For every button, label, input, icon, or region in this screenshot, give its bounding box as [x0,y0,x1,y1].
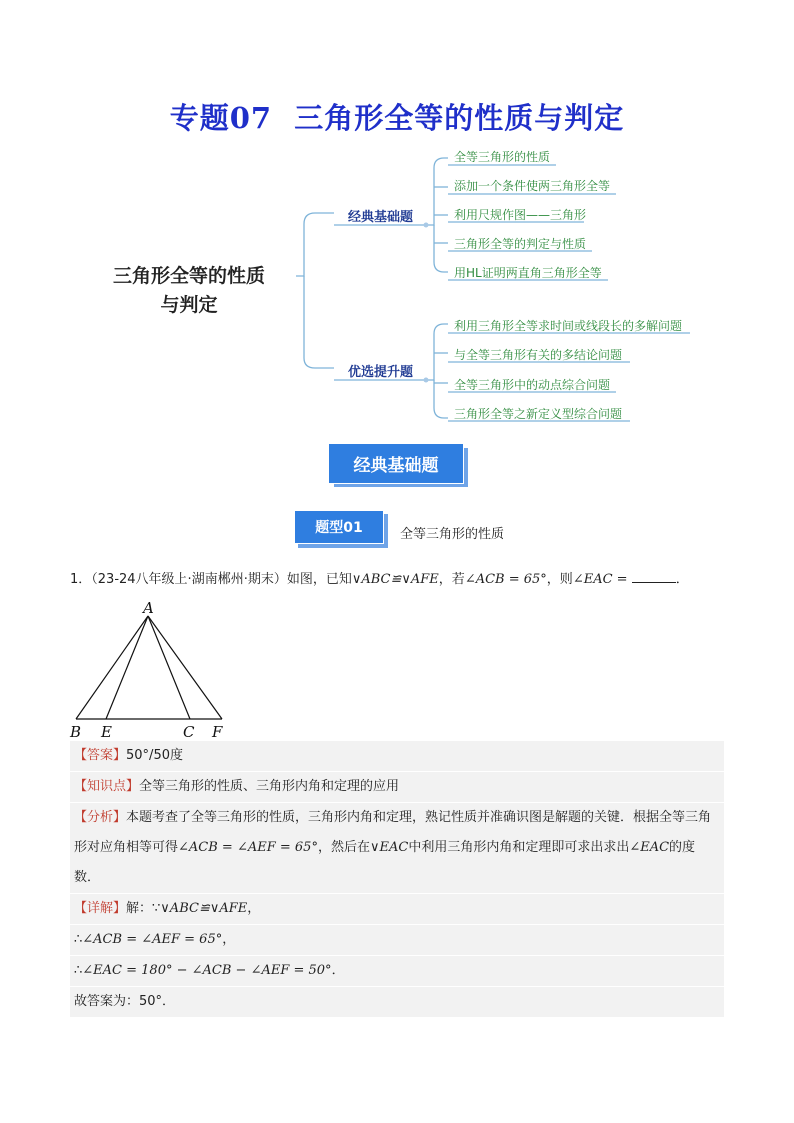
question-math: ∠ACB = 65° [464,572,547,587]
mindmap-branch-basic: 经典基础题 [348,210,414,225]
answer-text: 50°/50度 [126,748,183,763]
step-prefix: ∴ [74,963,83,978]
analysis-math: ∠EAC [629,840,670,855]
knowledge-tag: 【知识点】 [74,779,140,794]
final-row [70,987,724,1018]
segment-AF [148,616,222,719]
branch2-stem [426,324,448,380]
banner-label: 经典基础题 [328,443,464,484]
question-text: ． [675,572,689,587]
analysis-tag: 【分析】 [74,810,127,825]
step-suffix: ， [222,932,236,947]
step-row [70,956,724,987]
mindmap-leaf: 全等三角形的性质 [454,150,551,164]
triangle-figure [62,596,242,742]
analysis-math: ∨EAC [369,840,409,855]
mindmap-leaf: 添加一个条件使两三角形全等 [454,179,611,193]
question-type-title: 全等三角形的性质 [400,527,505,542]
question-math: ∨ABC≌∨AFE [351,572,439,587]
detail-text: ， [247,901,261,916]
question-number: 1． [70,572,92,587]
answer-tag: 【答案】 [74,748,127,763]
analysis-text: 中利用三角形内角和定理即可求出求出 [408,840,630,855]
step-math: ∠ACB = ∠AEF = 65° [82,932,223,947]
knowledge-text: 全等三角形的性质、三角形内角和定理的应用 [139,779,400,794]
label-A: A [143,599,154,617]
label-E: E [101,723,112,741]
question-text: 如图，已知 [286,572,352,587]
answer-blank[interactable] [632,570,676,583]
analysis-text: 本题考查了全等三角形的性质，三角形内角和定理，熟记性质并准确识图是解题的关键．根据全等三角形对应角相等可得 [74,810,712,855]
question-type-box [294,510,388,548]
type-box-label: 题型01 [294,510,384,544]
mindmap-root-line2: 与判定 [160,294,218,316]
mindmap-leaf: 利用尺规作图——三角形 [454,208,587,222]
detail-text: 解：∵ [126,901,161,916]
section-banner [328,443,468,487]
knowledge-row [70,772,724,803]
mindmap-branch-advanced: 优选提升题 [348,365,414,380]
question-text: ，若 [438,572,465,587]
final-answer: 故答案为：50°． [74,994,176,1009]
mindmap-root-line1: 三角形全等的性质 [112,265,265,287]
title-prefix: 专题 [169,101,230,135]
page-title [0,96,794,137]
analysis-text: 的度数． [74,840,696,885]
label-B: B [70,723,82,741]
step-row [70,925,724,956]
question-1 [70,568,730,587]
label-F: F [212,723,223,741]
answer-row [70,741,724,772]
step-suffix: ． [331,963,345,978]
step-math: ∠EAC = 180° − ∠ACB − ∠AEF = 50° [82,963,332,978]
mindmap-leaf: 与全等三角形有关的多结论问题 [454,348,623,362]
title-text: 三角形全等的性质与判定 [294,101,625,135]
mindmap-trunk-lower [304,276,334,368]
mindmap-leaf: 利用三角形全等求时间或线段长的多解问题 [454,319,683,333]
analysis-text: ，然后在 [317,840,370,855]
answer-block [70,741,724,1018]
question-text: ，则 [546,572,573,587]
mindmap-trunk [296,213,334,276]
mindmap-leaf: 用HL证明两直角三角形全等 [454,266,602,280]
segment-AC [148,616,190,719]
analysis-math: ∠ACB = ∠AEF = 65° [178,840,318,855]
mindmap-leaf: 三角形全等之新定义型综合问题 [454,407,623,421]
step-prefix: ∴ [74,932,83,947]
label-C: C [183,723,195,741]
detail-math: ∨ABC≌∨AFE [160,901,248,916]
mindmap-leaf: 全等三角形中的动点综合问题 [454,378,611,392]
detail-tag: 【详解】 [74,901,127,916]
mindmap-root [96,262,282,320]
question-math: ∠EAC = [572,572,628,587]
title-number: 07 [229,101,273,135]
analysis-row [70,803,724,894]
question-source: （23-24八年级上·湖南郴州·期末） [91,572,287,587]
detail-row [70,894,724,925]
mindmap-leaf: 三角形全等的判定与性质 [454,237,587,251]
